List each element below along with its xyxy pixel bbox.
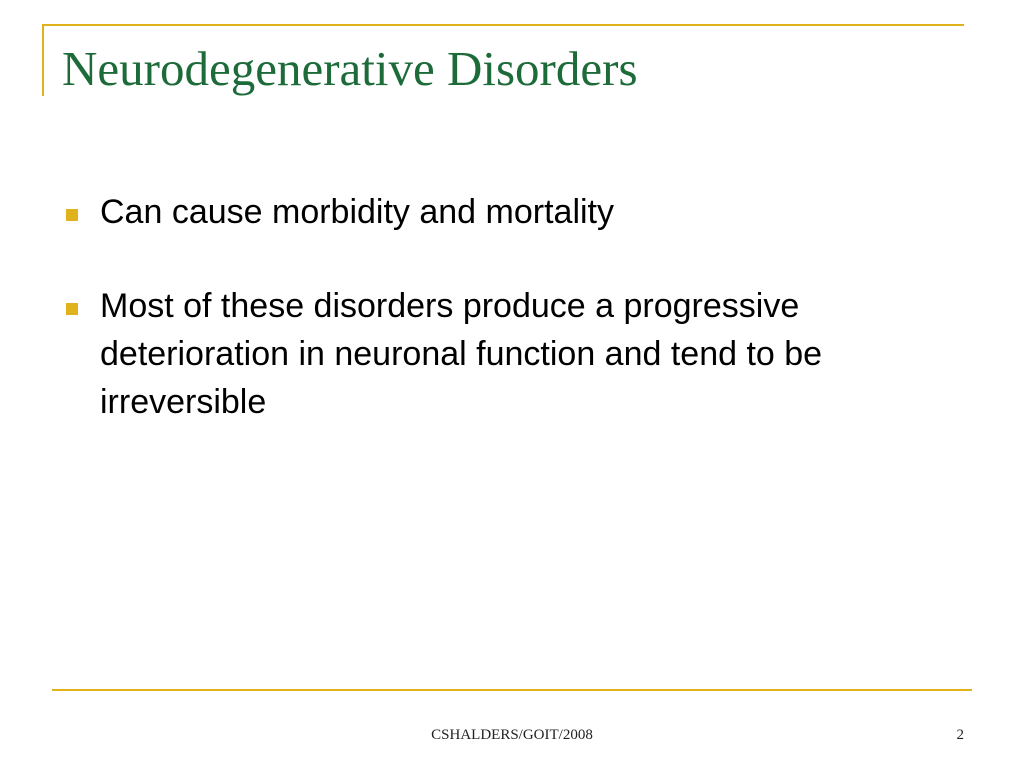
bullet-text: Can cause morbidity and mortality — [100, 193, 615, 231]
square-bullet-icon — [66, 303, 78, 315]
bullet-list — [62, 188, 972, 472]
footer-text: CSHALDERS/GOIT/2008 — [431, 727, 593, 743]
bullet-item — [62, 188, 972, 236]
bullet-text: Most of these disorders produce a progressive deterioration in neuronal function and tend to be irreversible — [100, 287, 823, 421]
frame-left-rule — [42, 24, 44, 96]
slide-title: Neurodegenerative Disorders — [62, 41, 638, 96]
footer-rule — [52, 689, 972, 691]
slide-number: 2 — [956, 727, 964, 743]
bullet-item — [62, 282, 972, 426]
frame-top-rule — [42, 24, 964, 26]
square-bullet-icon — [66, 209, 78, 221]
